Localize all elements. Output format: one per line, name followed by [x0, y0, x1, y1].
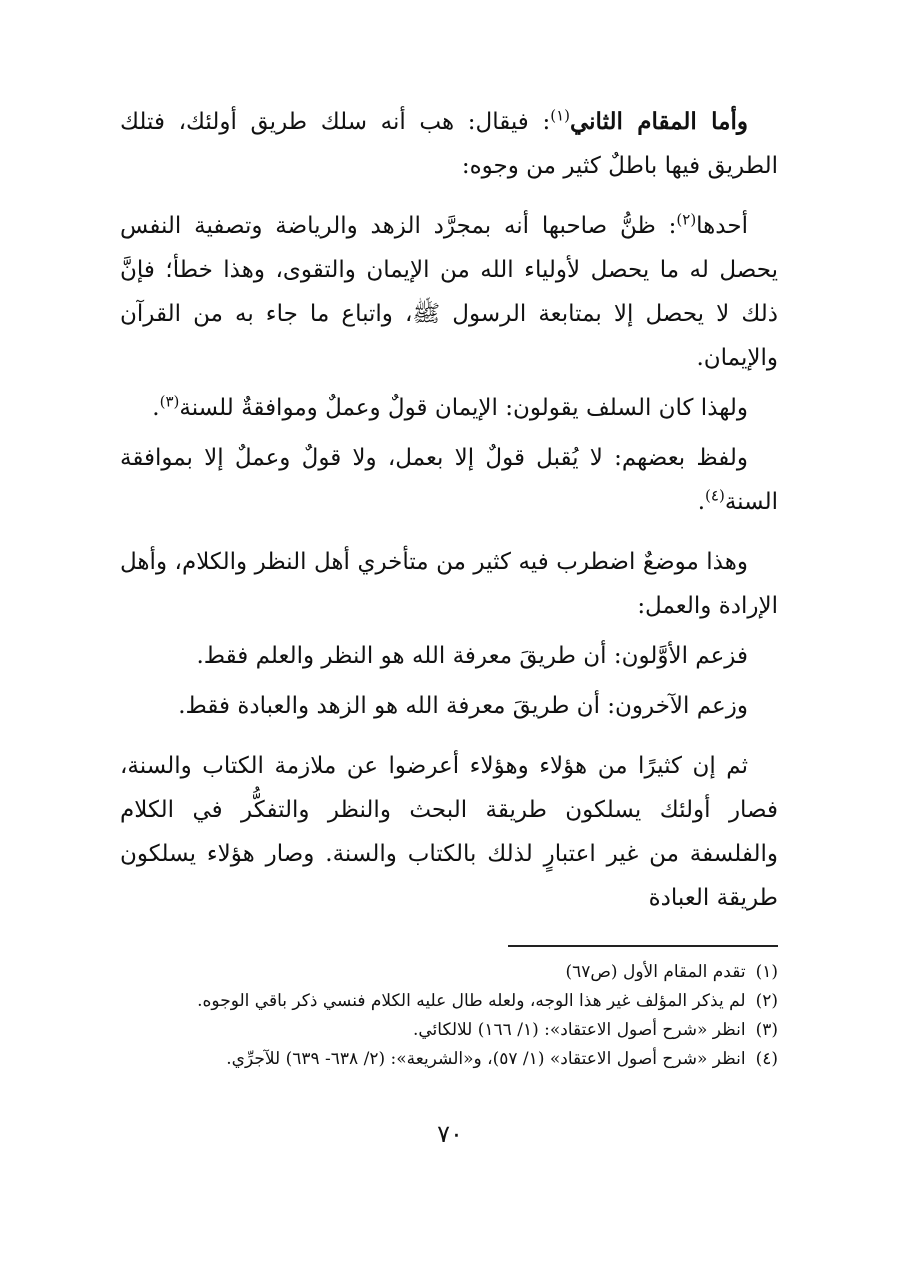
footnote-3-text: انظر «شرح أصول الاعتقاد»: (١/ ١٦٦) للالكائي. — [412, 1020, 746, 1040]
paragraph-7: وزعم الآخرون: أن طريقَ معرفة الله هو الزهد والعبادة فقط. — [178, 693, 748, 719]
footnote-ref-1[interactable]: (١) — [550, 106, 570, 125]
footnote-2-number: (٢) — [755, 991, 778, 1011]
main-text — [120, 100, 778, 920]
footnote-2-text: لم يذكر المؤلف غير هذا الوجه، ولعله طال عليه الكلام فنسي ذكر باقي الوجوه. — [197, 991, 746, 1011]
footnotes — [120, 958, 778, 1074]
paragraph-3-tail: . — [152, 395, 160, 421]
paragraph-2-lead: أحدها — [696, 213, 748, 239]
footnote-ref-3[interactable]: (٣) — [159, 392, 180, 411]
paragraph-1 — [120, 100, 778, 188]
footnote-ref-4[interactable]: (٤) — [705, 486, 725, 505]
footnote-3-number: (٣) — [755, 1020, 778, 1040]
footnote-2 — [120, 987, 778, 1016]
paragraph-3 — [120, 386, 778, 430]
footnote-1 — [120, 958, 778, 987]
paragraph-2 — [120, 204, 778, 380]
paragraph-4-tail: . — [697, 489, 706, 515]
footnote-ref-2[interactable]: (٢) — [676, 210, 697, 229]
paragraph-4-text: ولفظ بعضهم: لا يُقبل قولٌ إلا بعمل، ولا قولٌ وعملٌ إلا بموافقة السنة — [120, 445, 778, 515]
footnote-1-number: (١) — [755, 962, 778, 982]
footnote-divider — [508, 945, 778, 947]
paragraph-6: فزعم الأوَّلون: أن طريقَ معرفة الله هو النظر والعلم فقط. — [196, 643, 748, 669]
paragraph-8: ثم إن كثيرًا من هؤلاء وهؤلاء أعرضوا عن ملازمة الكتاب والسنة، فصار أولئك يسلكون طريقة البحث والنظر والتفكُّر في الكلام والفلسفة من غير اعتبارٍ لذلك بالكتاب والسنة. وصار هؤلاء يسلكون طريقة العبادة — [120, 753, 778, 911]
paragraph-2-text: : ظنُّ صاحبها أنه بمجرَّد الزهد والرياضة وتصفية النفس يحصل له ما يحصل لأولياء الله من الإيمان والتقوى، وهذا خطأ؛ فإنَّ ذلك لا يحصل إلا بمتابعة الرسول ﷺ، واتباع ما جاء به من القرآن والإيمان. — [120, 213, 778, 371]
paragraph-5: وهذا موضعٌ اضطرب فيه كثير من متأخري أهل النظر والكلام، وأهل الإرادة والعمل: — [120, 549, 778, 619]
paragraph-1-lead: وأما المقام الثاني — [569, 108, 748, 135]
paragraph-4 — [120, 436, 778, 524]
footnote-1-text: تقدم المقام الأول (ص٦٧) — [565, 962, 746, 982]
footnote-4 — [120, 1045, 778, 1074]
footnote-3 — [120, 1016, 778, 1045]
page-number: ٧٠ — [437, 1120, 463, 1148]
paragraph-1-text: : فيقال: هب أنه سلك طريق أولئك، فتلك الطريق فيها باطلٌ كثير من وجوه: — [120, 109, 778, 179]
footnote-4-number: (٤) — [755, 1049, 778, 1069]
footnote-4-text: انظر «شرح أصول الاعتقاد» (١/ ٥٧)، و«الشريعة»: (٢/ ٦٣٨- ٦٣٩) للآجرِّي. — [226, 1049, 746, 1069]
paragraph-3-text: ولهذا كان السلف يقولون: الإيمان قولٌ وعملٌ وموافقةٌ للسنة — [179, 395, 748, 421]
